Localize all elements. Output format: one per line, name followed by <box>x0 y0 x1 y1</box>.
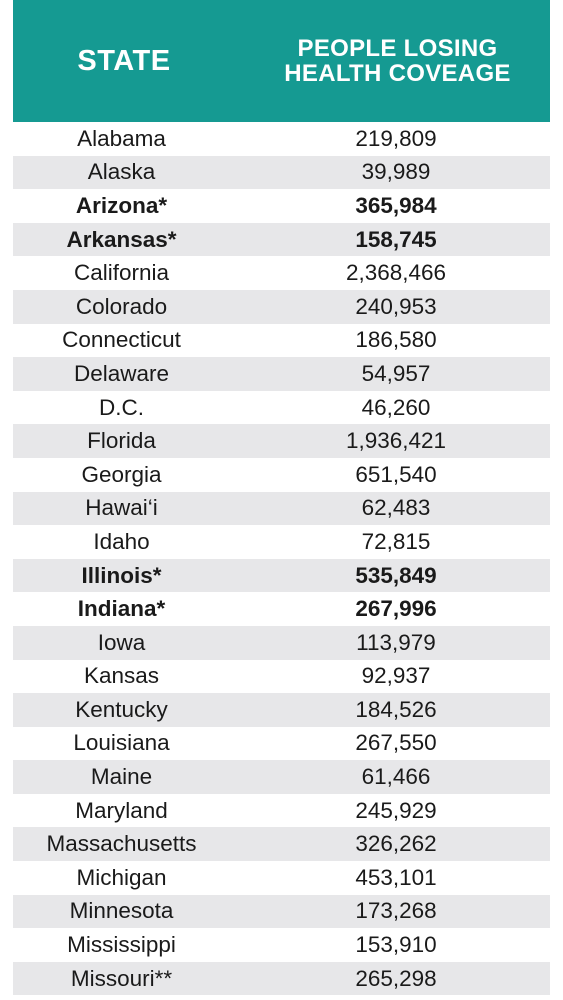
people-losing-coverage-value: 365,984 <box>355 192 437 218</box>
people-losing-coverage-value: 92,937 <box>361 663 431 689</box>
state-name: Alabama <box>77 125 166 151</box>
table-row <box>13 660 550 694</box>
table-row <box>13 727 550 761</box>
table-row <box>13 794 550 828</box>
header-people-line1: PEOPLE LOSING <box>297 35 498 62</box>
table-row <box>13 626 550 660</box>
table-row <box>13 256 550 290</box>
state-name: Arkansas* <box>66 226 177 252</box>
people-losing-coverage-value: 62,483 <box>361 495 431 521</box>
state-name: Arizona* <box>75 192 168 218</box>
state-name: Alaska <box>87 159 156 185</box>
people-losing-coverage-value: 219,809 <box>355 125 437 151</box>
table-body <box>13 122 550 995</box>
table-row <box>13 525 550 559</box>
table-row <box>13 458 550 492</box>
people-losing-coverage-value: 2,368,466 <box>345 260 447 286</box>
people-losing-coverage-value: 326,262 <box>355 831 437 857</box>
state-name: Kentucky <box>75 696 168 722</box>
state-name: Iowa <box>97 629 146 655</box>
state-name: Idaho <box>93 528 150 554</box>
state-name: Connecticut <box>62 327 181 353</box>
people-losing-coverage-value: 265,298 <box>355 965 437 991</box>
table-row <box>13 424 550 458</box>
table-row <box>13 324 550 358</box>
table-row <box>13 122 550 156</box>
state-name: Massachusetts <box>46 831 197 857</box>
people-losing-coverage-value: 173,268 <box>355 898 437 924</box>
state-name: Hawai‘i <box>85 495 158 521</box>
table-row <box>13 223 550 257</box>
table-row <box>13 895 550 929</box>
state-name: Delaware <box>73 360 170 386</box>
table-row <box>13 693 550 727</box>
state-name: Michigan <box>76 864 167 890</box>
people-losing-coverage-value: 153,910 <box>355 932 437 958</box>
people-losing-coverage-value: 46,260 <box>361 394 431 420</box>
people-losing-coverage-value: 267,996 <box>355 596 437 622</box>
people-losing-coverage-value: 267,550 <box>355 730 437 756</box>
table-row <box>13 592 550 626</box>
table-row <box>13 492 550 526</box>
table-row <box>13 928 550 962</box>
table-row <box>13 357 550 391</box>
people-losing-coverage-value: 72,815 <box>361 528 431 554</box>
people-losing-coverage-value: 240,953 <box>355 293 437 319</box>
state-name: Minnesota <box>69 898 174 924</box>
people-losing-coverage-value: 1,936,421 <box>345 428 447 454</box>
people-losing-coverage-value: 453,101 <box>355 864 437 890</box>
coverage-table <box>13 0 550 995</box>
state-name: Missouri** <box>70 965 173 991</box>
people-losing-coverage-value: 61,466 <box>361 764 431 790</box>
people-losing-coverage-value: 245,929 <box>355 797 437 823</box>
header-state: STATE <box>77 44 171 77</box>
table-row <box>13 156 550 190</box>
table-row <box>13 559 550 593</box>
state-name: Mississippi <box>67 932 176 958</box>
state-name: California <box>73 260 170 286</box>
people-losing-coverage-value: 113,979 <box>356 629 436 655</box>
state-name: D.C. <box>99 394 144 420</box>
table-row <box>13 290 550 324</box>
table-row <box>13 827 550 861</box>
table-header <box>13 0 550 122</box>
people-losing-coverage-value: 54,957 <box>361 360 431 386</box>
state-name: Georgia <box>81 461 162 487</box>
state-name: Maryland <box>75 797 168 823</box>
table-row <box>13 391 550 425</box>
state-name: Illinois* <box>81 562 162 588</box>
state-name: Florida <box>87 428 156 454</box>
people-losing-coverage-value: 158,745 <box>355 226 437 252</box>
state-name: Indiana* <box>77 596 166 622</box>
table-row <box>13 189 550 223</box>
state-name: Colorado <box>75 293 168 319</box>
people-losing-coverage-value: 184,526 <box>355 696 437 722</box>
state-name: Kansas <box>83 663 160 689</box>
header-people-losing-coverage <box>235 0 550 122</box>
header-people-line2: HEALTH COVEAGE <box>284 60 511 87</box>
people-losing-coverage-value: 535,849 <box>355 562 437 588</box>
table-row <box>13 760 550 794</box>
state-name: Louisiana <box>73 730 170 756</box>
table-row <box>13 861 550 895</box>
state-name: Maine <box>90 764 153 790</box>
people-losing-coverage-value: 651,540 <box>355 461 437 487</box>
people-losing-coverage-value: 186,580 <box>355 327 437 353</box>
table-row <box>13 962 550 996</box>
people-losing-coverage-value: 39,989 <box>361 159 431 185</box>
